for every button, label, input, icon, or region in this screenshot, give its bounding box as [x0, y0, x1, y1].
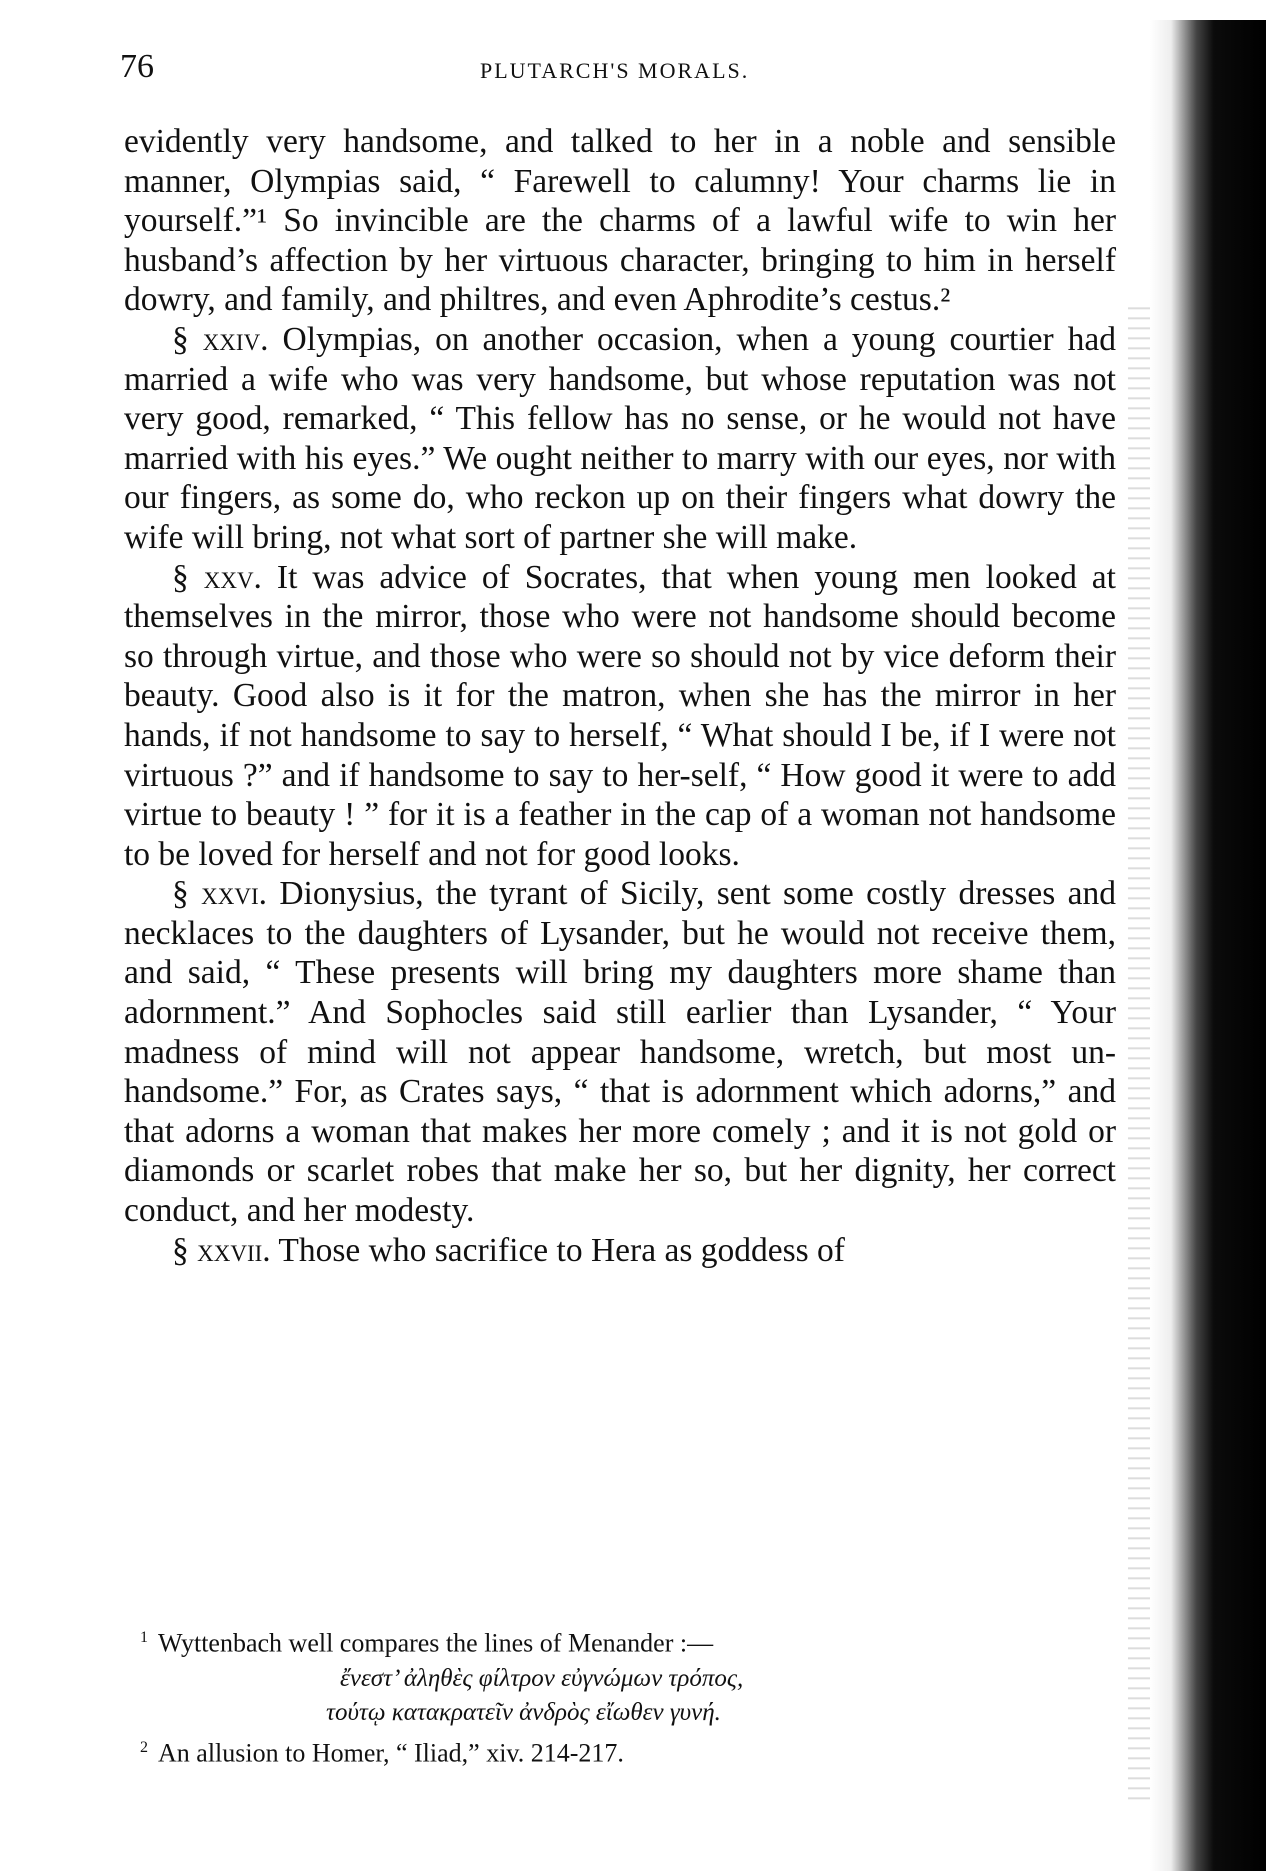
section-mark-xxvi: § xxvi.: [172, 875, 267, 913]
footnote-1-text: Wyttenbach well compares the lines of Menander :—: [158, 1628, 714, 1658]
paragraph-1: evidently very handsome, and talked to her in a noble and sensible manner, Olympias said, “ Farewell to calumny! Your charms lie in yourself.”¹ So invincible are the charms of a lawful wife to win her husband’s affection by her virtuous character, bringing to him in herself dowry, and family, and philtres, and even Aphrodite’s cestus.²: [124, 123, 1116, 319]
footnotes: [140, 1620, 1110, 1771]
paragraph-2: [124, 320, 1116, 558]
page-header: [120, 48, 1120, 98]
book-spine-shadow: [1150, 20, 1266, 1871]
running-head: PLUTARCH'S MORALS.: [480, 58, 750, 83]
body-text: [124, 122, 1116, 1270]
section-mark-xxvii: § xxvii.: [172, 1231, 271, 1269]
page-number: 76: [120, 48, 154, 85]
footnote-2-mark: 2: [140, 1738, 148, 1756]
paragraph-3: [124, 558, 1116, 875]
section-mark-xxv: § xxv.: [172, 558, 262, 596]
footnote-1-greek-line-2: τούτῳ κατακρατεῖν ἀνδρὸς εἴωθεν γυνή.: [326, 1698, 721, 1726]
footnote-1-mark: 1: [140, 1629, 148, 1646]
footnote-1: [140, 1620, 1110, 1662]
section-mark-xxiv: § xxiv.: [172, 320, 269, 358]
paragraph-5: [124, 1231, 1116, 1271]
paragraph-3-text: It was advice of Socrates, that when young men looked at themselves in the mirror, those who were not handsome should become so through virtue, and those who were so should not by vice deform their beauty. Good also is it for the matron, when she has the mirror in her hands, if not handsome to say to herself, “ What should I be, if I were not virtuous ?” and if handsome to say to her-self, “ How good it were to add virtue to beauty ! ” for it is a feather in the cap of a woman not handsome to be loved for herself and not for good looks.: [124, 558, 1116, 873]
footnote-2-text: An allusion to Homer, “ Iliad,” xiv. 214-217.: [158, 1738, 624, 1768]
footnote-1-greek-line-1: ἔνεστ’ ἀληθὲς φίλτρον εὐγνώμων τρόπος,: [340, 1664, 744, 1692]
paragraph-5-text: Those who sacrifice to Hera as goddess of: [270, 1231, 845, 1269]
paragraph-4: [124, 874, 1116, 1230]
paragraph-2-text: Olympias, on another occasion, when a young courtier had married a wife who was very handsome, but whose reputation was not very good, remarked, “ This fellow has no sense, or he would not have married with his eyes.” We ought neither to marry with our eyes, nor with our fingers, as some do, who reckon up on their fingers what dowry the wife will bring, not what sort of partner she will make.: [124, 320, 1116, 556]
footnote-2: [140, 1730, 1110, 1772]
paragraph-4-text: Dionysius, the tyrant of Sicily, sent some costly dresses and necklaces to the daughters of Lysander, but he would not receive them, and said, “ These presents will bring my daughters more shame than adornment.” And Sophocles said still earlier than Lysander, “ Your madness of mind will not appear handsome, wretch, but most un-handsome.” For, as Crates says, “ that is adornment which adorns,” and that adorns a woman that makes her more comely ; and it is not gold or diamonds or scarlet robes that make her so, but her dignity, her correct conduct, and her modesty.: [124, 875, 1116, 1230]
